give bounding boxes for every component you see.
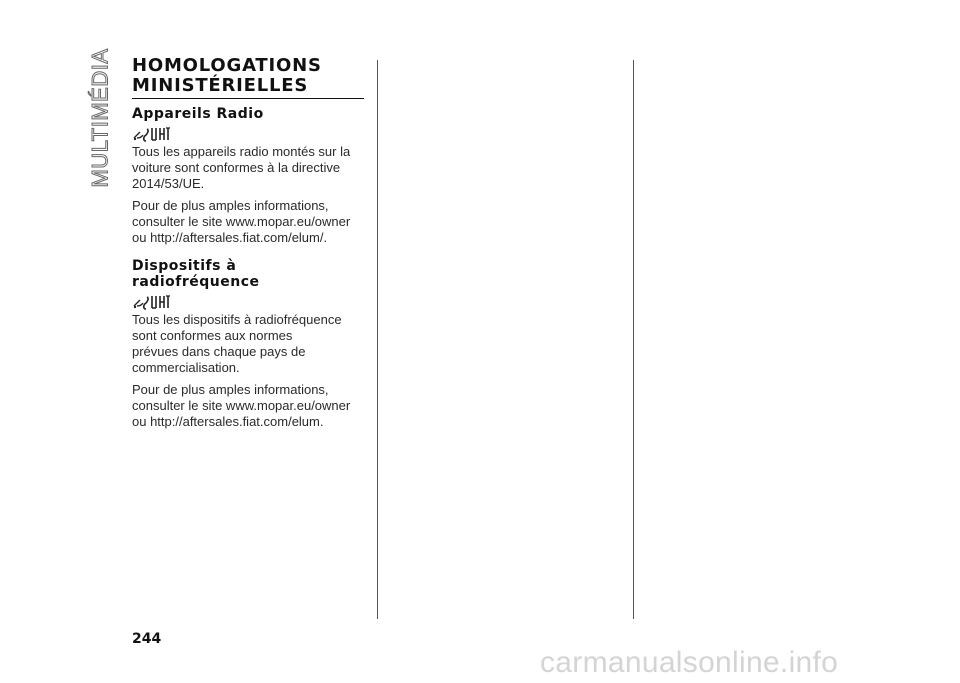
radio-device-icon [132,124,364,143]
section-title-line: radiofréquence [132,274,260,290]
paragraph [132,312,364,376]
paragraph [132,382,364,430]
text-line: Pour de plus amples informations, [132,198,329,213]
section-title-line: Dispositifs à [132,258,237,274]
text-line: Pour de plus amples informations, [132,382,329,397]
column-divider [377,60,378,619]
main-title-line: HOMOLOGATIONS [132,55,322,76]
text-line: ou http://aftersales.fiat.com/elum. [132,414,324,429]
side-tab [86,48,116,188]
paragraph [132,198,364,246]
radio-device-icon [132,292,364,311]
watermark: carmanualsonline.info [540,646,839,679]
column-divider [633,60,634,619]
paragraph [132,144,364,192]
text-line: sont conformes aux normes [132,328,293,343]
section-title [132,106,364,122]
section-title-line: Appareils Radio [132,106,264,122]
text-line: Tous les appareils radio montés sur la [132,144,351,159]
text-line: prévues dans chaque pays de [132,344,306,359]
section-radiofrequency [132,258,364,430]
text-line: ou http://aftersales.fiat.com/elum/. [132,230,328,245]
text-line: voiture sont conformes à la directive [132,160,341,175]
text-line: 2014/53/UE. [132,176,205,191]
text-line: consulter le site www.mopar.eu/owner [132,214,351,229]
text-line: consulter le site www.mopar.eu/owner [132,398,351,413]
main-title [132,56,364,99]
main-title-line: MINISTÉRIELLES [132,75,309,96]
section-radio [132,106,364,246]
section-title [132,258,364,290]
page-number: 244 [132,631,162,647]
text-line: commercialisation. [132,360,240,375]
text-line: Tous les dispositifs à radiofréquence [132,312,342,327]
side-tab-label: MULTIMÉDIA [88,48,114,188]
left-column [132,56,364,430]
